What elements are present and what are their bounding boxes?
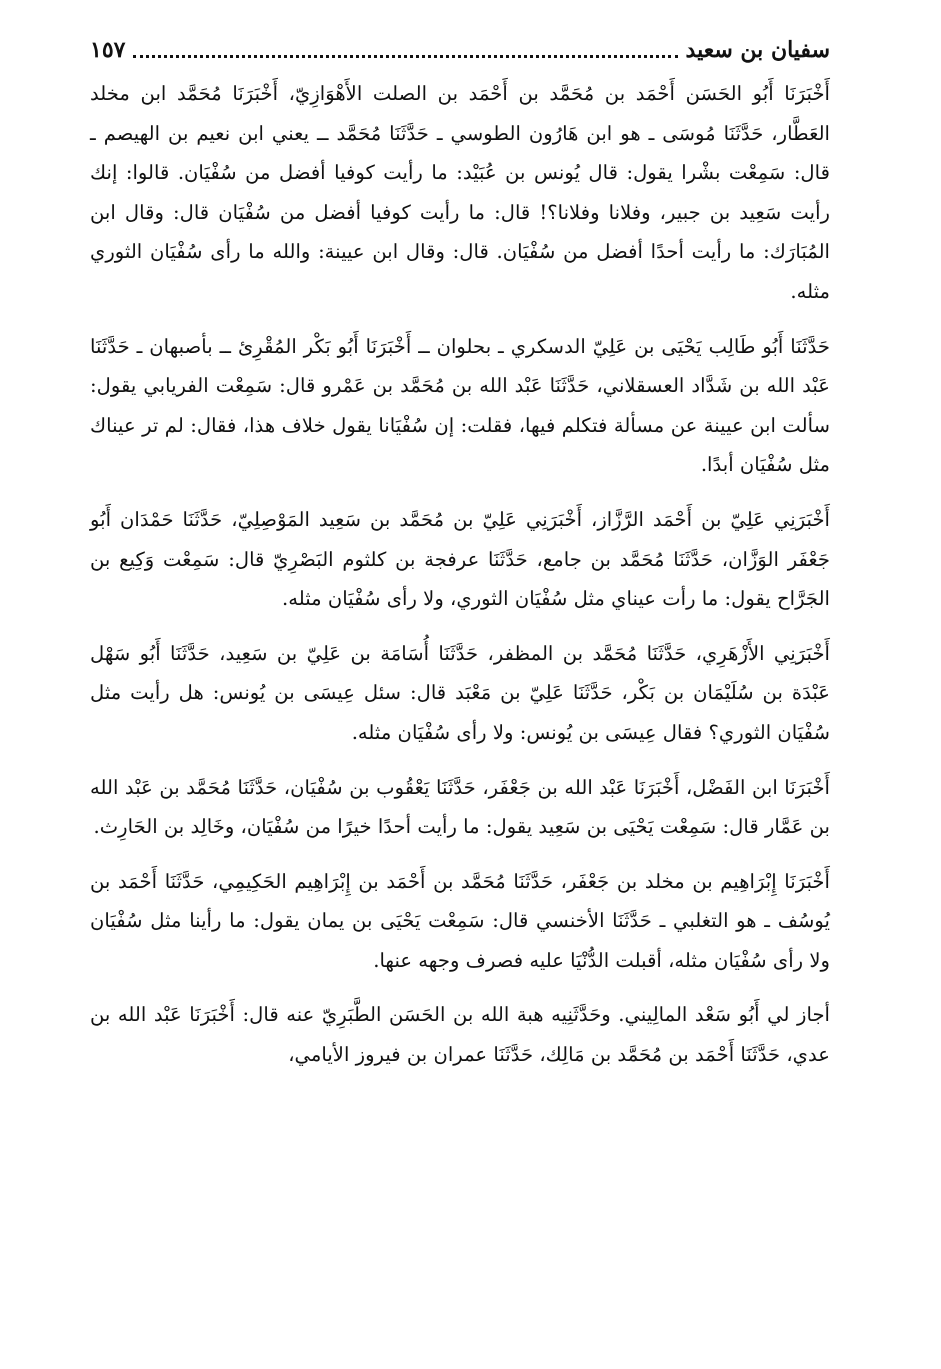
paragraph: أَخْبَرَنِي الأَزْهَرِي، حَدَّثَنَا مُحَمَّد بن المظفر، حَدَّثَنَا أُسَامَة بن عَلِيّ بن سَعِيد، حَدَّثَنَا أَبُو سَهْل عَبْدَة بن سُلَيْمَان بن بَكْر، حَدَّثَنَا عَلِيّ بن مَعْبَد قال: سئل عِيسَى بن يُونس: هل رأيت مثل سُفْيَان الثوري؟ فقال عِيسَى بن يُونس: ولا رأى سُفْيَان مثله. bbox=[90, 641, 830, 744]
leader-dots bbox=[133, 55, 677, 58]
book-page bbox=[90, 28, 830, 1348]
paragraph: أَخْبَرَنَا ابن الفَضْل، أَخْبَرَنَا عَبْد الله بن جَعْفَر، حَدَّثَنَا يَعْقُوب بن سُفْيَان، حَدَّثَنَا مُحَمَّد بن عَبْد الله بن عَمَّار قال: سَمِعْت يَحْيَى بن سَعِيد يقول: ما رأيت أحدًا خيرًا من سُفْيَان، وخَالِد بن الحَارِث. bbox=[90, 775, 830, 839]
paragraph: أَخْبَرَنِي عَلِيّ بن أَحْمَد الرَّزَّاز، أَخْبَرَنِي عَلِيّ بن مُحَمَّد بن سَعِيد المَوْصِلِيّ، حَدَّثَنَا حَمْدَان أَبُو جَعْفَر الوَزَّان، حَدَّثَنَا مُحَمَّد بن جامع، حَدَّثَنَا عرفجة بن كلثوم البَصْرِيّ قال: سَمِعْت وَكِيع بن الجَرَّاح يقول: ما رأت عيناي مثل سُفْيَان الثوري، ولا رأى سُفْيَان مثله. bbox=[90, 507, 830, 611]
paragraph: حَدَّثَنَا أَبُو طَالِب يَحْيَى بن عَلِيّ الدسكري ـ بحلوان ــ أَخْبَرَنَا أَبُو بَكْر المُقْرِئ ــ بأصبهان ـ حَدَّثَنَا عَبْد الله بن شَدَّاد العسقلاني، حَدَّثَنَا عَبْد الله بن مُحَمَّد بن عَمْرو قال: سَمِعْت الفريابي يقول: سألت ابن عيينة عن مسألة فتكلم فيها، فقلت: إن سُفْيَانا يقول خلاف هذا، فقال: لم تر عيناك مثل سُفْيَان أبدًا. bbox=[90, 334, 830, 477]
paragraph: أَخْبَرَنَا أَبُو الحَسَن أَحْمَد بن مُحَمَّد بن أَحْمَد بن الصلت الأَهْوَازِيّ، أَخْبَرَنَا مُحَمَّد ابن مخلد العَطَّار، حَدَّثَنَا مُوسَى ـ هو ابن هَارُون الطوسي ـ حَدَّثَنَا مُحَمَّد ــ يعني ابن نعيم بن الهيصم ـ قال: سَمِعْت بشْرا يقول: قال يُونس بن عُبَيْد: ما رأيت كوفيا أفضل من سُفْيَان. قالوا: إنك رأيت سَعِيد بن جبير، وفلانا وفلانا؟! قال: ما رأيت كوفيا أفضل من سُفْيَان قال: وقال ابن المُبَارَك: ما رأيت أحدًا أفضل من سُفْيَان. قال: وقال ابن عيينة: والله ما رأى سُفْيَان الثوري مثله. bbox=[90, 82, 830, 303]
paragraph: أَخْبَرَنَا إِبْرَاهِيم بن مخلد بن جَعْفَر، حَدَّثَنَا مُحَمَّد بن أَحْمَد بن إِبْرَاهِيم الحَكِيمِي، حَدَّثَنَا أَحْمَد بن يُوسُف ـ هو التغلبي ـ حَدَّثَنَا الأخنسي قال: سَمِعْت يَحْيَى بن يمان يقول: ما رأينا مثل سُفْيَان ولا رأى سُفْيَان مثله، أقبلت الدُّنْيَا عليه فصرف وجهه عنها. bbox=[90, 869, 830, 972]
page-number: ١٥٧ bbox=[90, 37, 126, 63]
paragraph: أجاز لي أَبُو سَعْد المالِيني. وحَدَّثَنِيه هبة الله بن الحَسَن الطَّبَرِيّ عنه قال: أَخْبَرَنَا عَبْد الله بن عدي، حَدَّثَنَا أَحْمَد بن مُحَمَّد بن مَالِك، حَدَّثَنَا عمران بن فيروز الأيامي، bbox=[90, 1003, 830, 1067]
running-header bbox=[90, 28, 830, 72]
running-title: سفيان بن سعيد bbox=[685, 37, 830, 63]
body-text bbox=[90, 74, 830, 1075]
